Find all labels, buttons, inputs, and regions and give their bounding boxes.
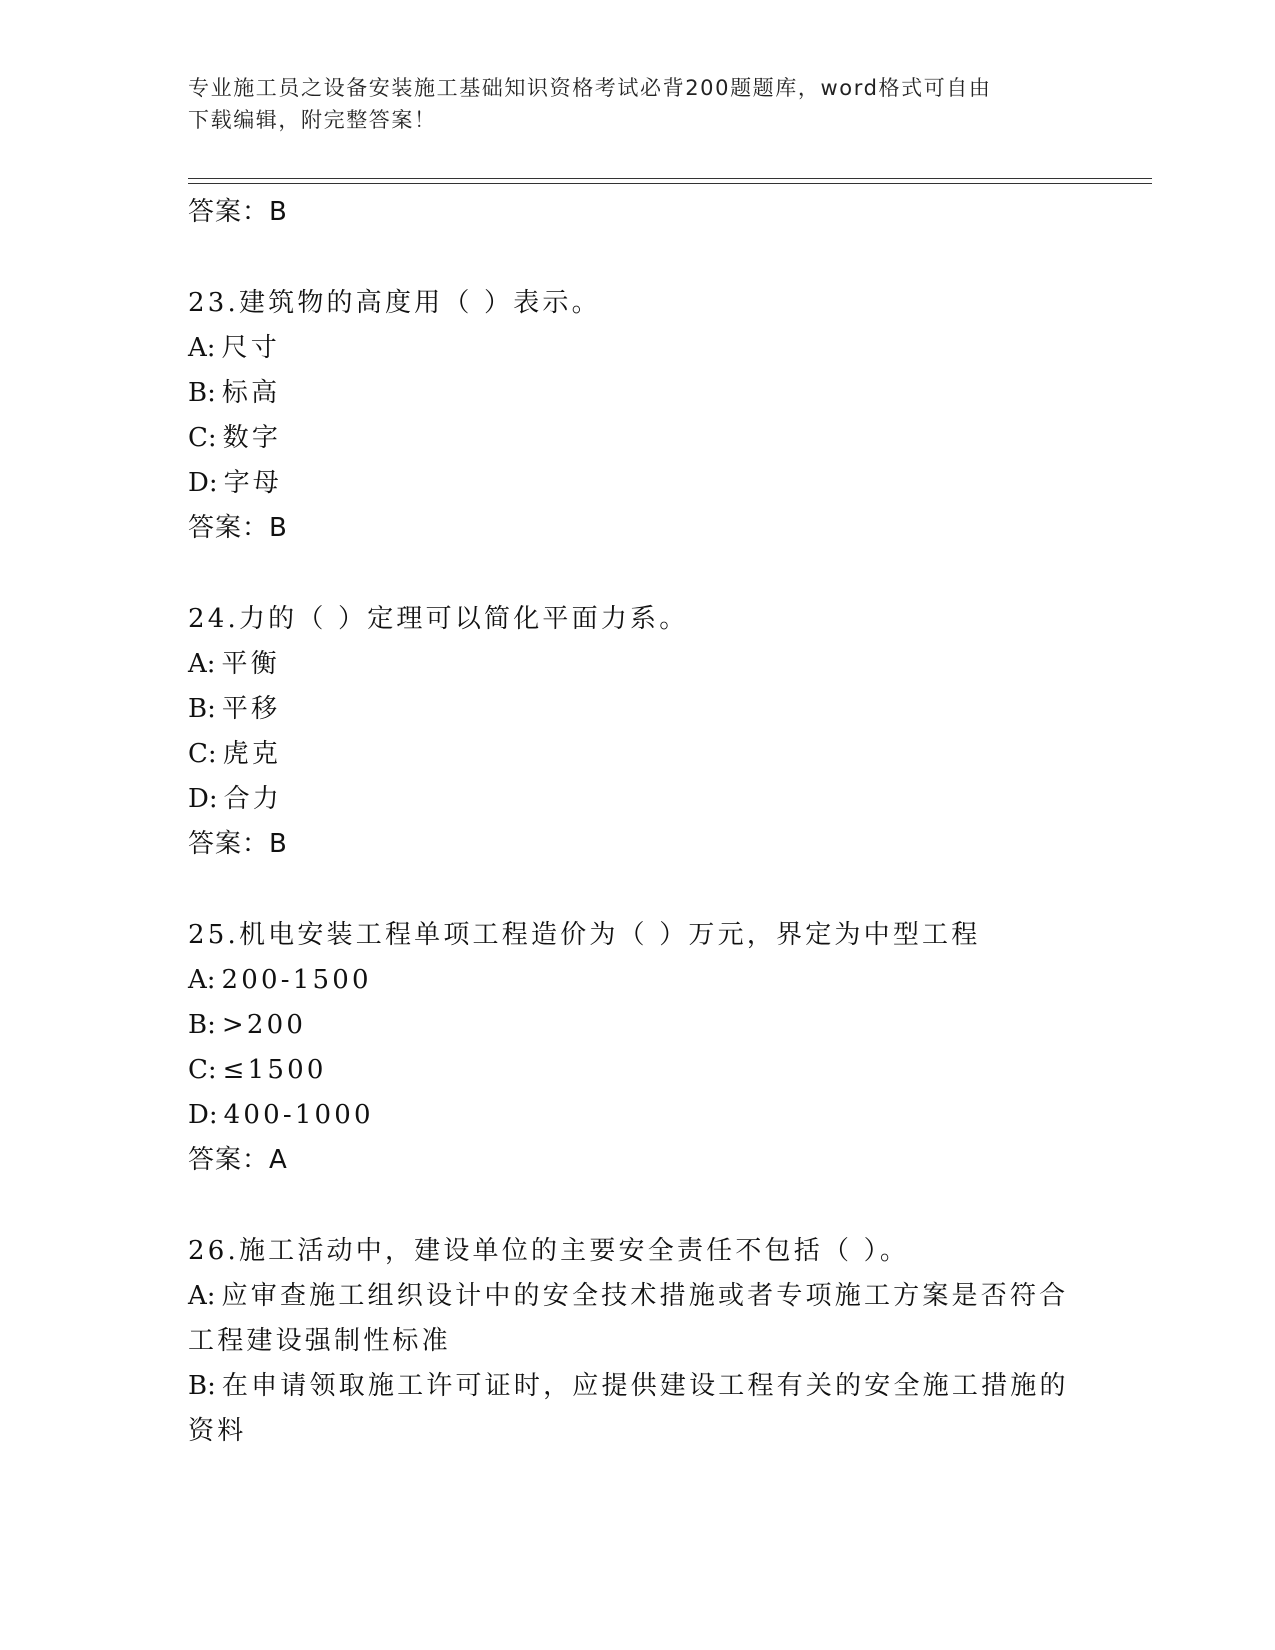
header-line-1: 专业施工员之设备安装施工基础知识资格考试必背200题题库，word格式可自由 <box>188 76 992 100</box>
answer-prefix: 答案： <box>188 197 270 227</box>
option-label: A: <box>188 649 216 679</box>
answer-line <box>188 822 1088 867</box>
option-c <box>188 732 1088 777</box>
option-label: C: <box>188 739 217 769</box>
question-title: 26.施工活动中，建设单位的主要安全责任不包括（ ）。 <box>188 1236 910 1266</box>
option-text: 平衡 <box>221 649 280 679</box>
answer-line <box>188 190 1088 235</box>
option-text: 标高 <box>221 378 281 408</box>
option-b <box>188 687 1088 732</box>
answer-prefix: 答案： <box>188 829 270 859</box>
option-d <box>188 1093 1088 1138</box>
answer-prefix: 答案： <box>188 1145 270 1175</box>
question-list <box>188 190 1088 1454</box>
option-text: 400-1000 <box>223 1100 374 1130</box>
question-block <box>188 281 1088 506</box>
option-label: B: <box>188 1371 216 1401</box>
header-rule-top <box>188 178 1152 179</box>
option-label: B: <box>188 1010 216 1040</box>
answer-line <box>188 506 1088 551</box>
option-b <box>188 1003 1088 1048</box>
header-line-2: 下载编辑，附完整答案！ <box>188 108 437 132</box>
option-b <box>188 371 1088 416</box>
question-title: 24.力的（ ）定理可以简化平面力系。 <box>188 604 689 634</box>
option-text: 合力 <box>223 784 283 814</box>
option-text: 200-1500 <box>221 965 372 995</box>
option-a <box>188 958 1088 1003</box>
option-text: 虎克 <box>222 739 282 769</box>
option-label: C: <box>188 423 217 453</box>
answer-prefix: 答案： <box>188 513 270 543</box>
answer-value: B <box>269 829 288 859</box>
question-block <box>188 597 1088 822</box>
option-label: A: <box>188 333 216 363</box>
option-a <box>188 642 1088 687</box>
option-a <box>188 1274 1088 1364</box>
option-text: 在申请领取施工许可证时，应提供建设工程有关的安全施工措施的资料 <box>188 1371 1069 1446</box>
option-text: >200 <box>221 1010 307 1040</box>
option-label: B: <box>188 694 216 724</box>
option-label: D: <box>188 468 218 498</box>
option-label: D: <box>188 1100 218 1130</box>
option-label: A: <box>188 965 216 995</box>
page-header <box>188 72 1068 136</box>
answer-value: B <box>269 197 288 227</box>
answer-line <box>188 1138 1088 1183</box>
question-title: 25.机电安装工程单项工程造价为（ ）万元，界定为中型工程 <box>188 920 981 950</box>
option-text: 平移 <box>221 694 281 724</box>
option-label: C: <box>188 1055 217 1085</box>
option-text: 字母 <box>223 468 283 498</box>
question-block <box>188 913 1088 1138</box>
option-d <box>188 461 1088 506</box>
option-label: A: <box>188 1281 216 1311</box>
answer-value: A <box>269 1145 288 1175</box>
option-label: D: <box>188 784 218 814</box>
option-text: 尺寸 <box>221 333 280 363</box>
question-title: 23.建筑物的高度用（ ）表示。 <box>188 288 601 318</box>
option-a <box>188 326 1088 371</box>
option-text: ≤1500 <box>222 1055 327 1085</box>
option-label: B: <box>188 378 216 408</box>
option-d <box>188 777 1088 822</box>
option-text: 数字 <box>222 423 282 453</box>
answer-value: B <box>269 513 288 543</box>
question-block <box>188 1229 1088 1454</box>
option-c <box>188 1048 1088 1093</box>
option-b <box>188 1364 1088 1454</box>
header-rule-bottom <box>188 183 1152 184</box>
option-c <box>188 416 1088 461</box>
option-text: 应审查施工组织设计中的安全技术措施或者专项施工方案是否符合工程建设强制性标准 <box>188 1281 1069 1356</box>
